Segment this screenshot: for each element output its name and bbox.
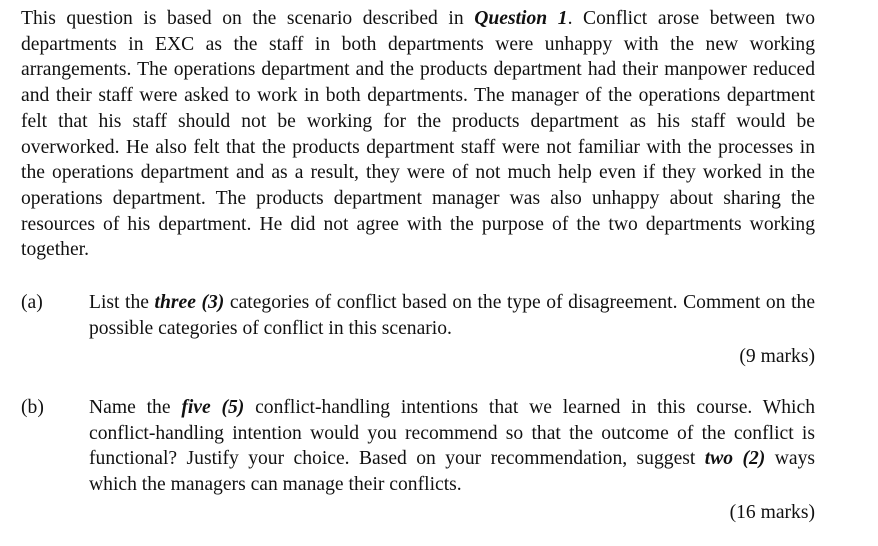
question-b-emphasis: five (5) [181, 397, 245, 418]
scenario-text-body: . Conflict arose between two departments in EXC as the staff in both departments were unhappy with the new working arrangements. The operations department and the products department had their manpower reduced and their staff were asked to work in both departments. The manager of the operations department felt that his staff should not be working for the products department as his staff would be overworked. He also felt that the products department staff were not familiar with the processes in the operations department and as a result, they were of not much help even if they worked in the operations department. The products department manager was also unhappy about sharing the resources of his department. He did not agree with the purpose of the two departments working together. [21, 8, 815, 261]
question-b-marks: (16 marks) [729, 502, 815, 523]
question-a-emphasis: three (3) [154, 292, 225, 313]
scenario-text-start: This question is based on the scenario described in [21, 8, 475, 29]
question-a-label: (a) [21, 292, 43, 313]
scenario-paragraph [21, 6, 815, 263]
question-b-emphasis-2: two (2) [704, 448, 766, 470]
question-a-text: List the three (3) categories of conflict based on the type of disagreement. Comment on the possible categories of conflict in this scenario. [89, 292, 816, 339]
question-page [21, 6, 816, 523]
question-b-text: Name the five (5) conflict-handling intentions that we learned in this course. Which conflict-handling intention would you recommend so that the outcome of the conflict is functional? Justify your choice. Based on your recommendation, suggest two (2) ways which the managers can manage their conflicts. [89, 397, 816, 496]
question-reference: Question 1 [474, 8, 568, 29]
question-a-marks: (9 marks) [739, 346, 815, 367]
question-b-label: (b) [21, 397, 44, 418]
